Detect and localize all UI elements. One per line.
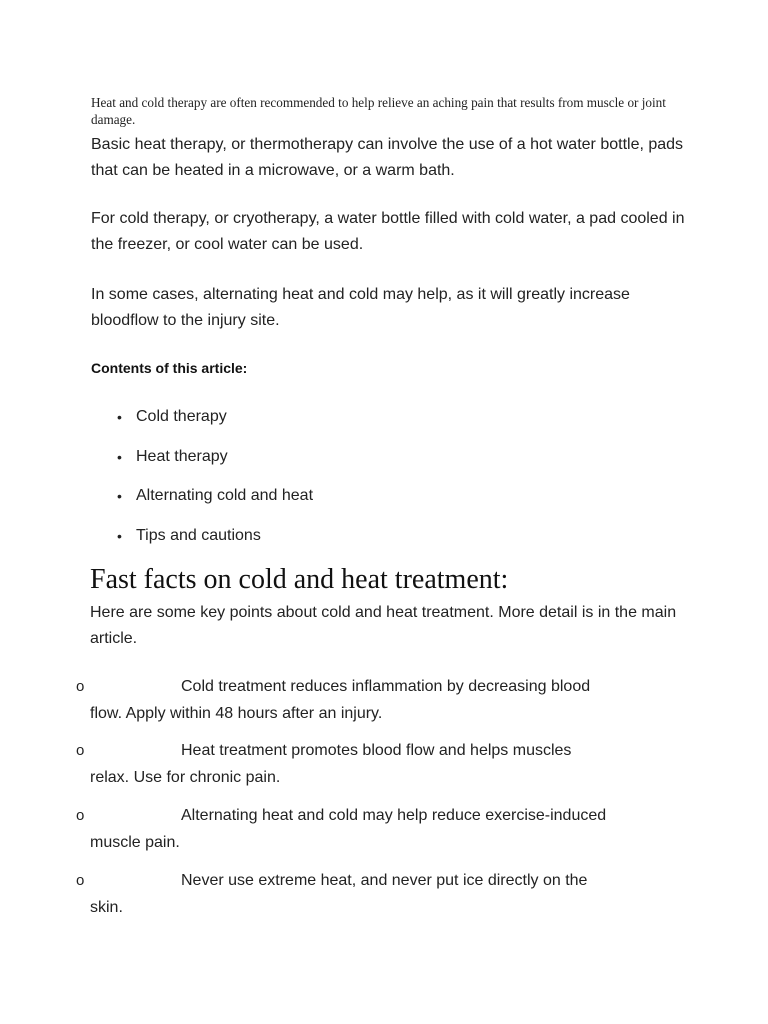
contents-item-alternating[interactable] [117, 483, 313, 523]
intro-text: Heat and cold therapy are often recommended to help relieve an aching pain that results from muscle or joint damage. [91, 95, 666, 127]
fast-fact-line-1: Alternating heat and cold may help reduce exercise-induced [181, 807, 607, 824]
bullet-icon: • [117, 527, 122, 544]
contents-item-cold-therapy[interactable] [117, 404, 313, 444]
fast-fact-item [76, 802, 656, 856]
contents-item-heat-therapy[interactable] [117, 444, 313, 484]
circle-bullet-icon: o [76, 678, 85, 695]
circle-bullet-icon: o [76, 807, 85, 824]
fast-fact-item [76, 867, 656, 921]
fast-fact-line-1: Heat treatment promotes blood flow and helps muscles [181, 742, 572, 759]
paragraph-alternating: In some cases, alternating heat and cold may help, as it will greatly increase bloodflow to the injury site. [91, 286, 630, 329]
contents-item-tips[interactable] [117, 523, 313, 563]
contents-heading: Contents of this article: [91, 360, 248, 376]
paragraph-cold-therapy: For cold therapy, or cryotherapy, a water bottle filled with cold water, a pad cooled in the freezer, or cool water can be used. [91, 210, 685, 253]
bullet-icon: • [117, 448, 122, 465]
circle-bullet-icon: o [76, 872, 85, 889]
fast-fact-line-1: Cold treatment reduces inflammation by decreasing blood [181, 678, 591, 695]
bullet-icon: • [117, 488, 122, 504]
circle-bullet-icon: o [76, 742, 85, 759]
paragraph-heat-therapy: Basic heat therapy, or thermotherapy can involve the use of a hot water bottle, pads that can be heated in a microwave, or a warm bath. [91, 136, 684, 179]
fast-fact-line-2: skin. [90, 899, 123, 916]
fast-fact-line-2: muscle pain. [90, 834, 180, 851]
fast-fact-item [76, 737, 656, 791]
contents-item-label: Heat therapy [136, 447, 228, 465]
contents-item-label: Cold therapy [136, 408, 227, 425]
fast-fact-line-2: relax. Use for chronic pain. [90, 769, 281, 786]
contents-list [117, 404, 313, 562]
fast-fact-line-2: flow. Apply within 48 hours after an injury. [90, 705, 383, 722]
fast-fact-item [76, 673, 656, 727]
bullet-icon: • [117, 409, 122, 425]
fast-facts-intro: Here are some key points about cold and heat treatment. More detail is in the main article. [90, 604, 677, 647]
fast-facts-title: Fast facts on cold and heat treatment: [90, 564, 509, 595]
fast-fact-line-1: Never use extreme heat, and never put ice directly on the [181, 872, 588, 889]
contents-item-label: Alternating cold and heat [136, 487, 314, 504]
contents-item-label: Tips and cautions [136, 526, 261, 544]
